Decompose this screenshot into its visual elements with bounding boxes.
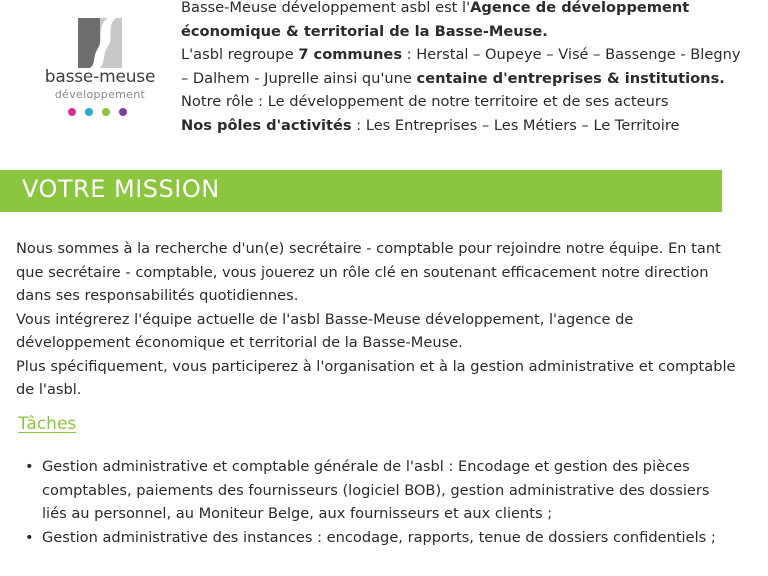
logo-dots [68, 108, 127, 116]
list-item: • Gestion administrative et comptable générale de l'asbl : Encodage et gestion des pièces comptables, paiements des fournisseurs (logiciel BOB), gestion administrative des dossiers liés au personnel, au Moniteur Belge, aux fournisseurs et aux clients ; [16, 455, 716, 526]
logo-subtitle: développement [54, 88, 146, 101]
mission-paragraph-2: Vous intégrerez l'équipe actuelle de l'asbl Basse-Meuse développement, l'agence de développement économique et territorial de la Basse-Meuse. [16, 310, 634, 351]
intro-paragraph-3: Notre rôle : Le développement de notre territoire et de ses acteurs [181, 93, 669, 110]
taches-heading: Tâches [18, 414, 77, 434]
logo-dot-blue [85, 108, 93, 116]
logo-dot-pink [68, 108, 76, 116]
logo-dot-purple [119, 108, 127, 116]
mission-text [16, 237, 736, 402]
logo-name: basse-meuse [44, 67, 156, 87]
intro-paragraph-2: L'asbl regroupe 7 communes : Herstal – Oupeye – Visé – Bassenge - Blegny – Dalhem - Juprelle ainsi qu'une centaine d'entreprises & institutions. [181, 46, 741, 87]
bullet-icon: • [25, 458, 34, 475]
intro-paragraph-1: Basse-Meuse développement asbl est l'Agence de développement économique & territorial de la Basse-Meuse. [181, 0, 690, 40]
tasks-list [16, 455, 716, 549]
mission-paragraph-3: Plus spécifiquement, vous participerez à l'organisation et à la gestion administrative et comptable de l'asbl. [16, 357, 736, 398]
intro-paragraph-4: Nos pôles d'activités : Les Entreprises – Les Métiers – Le Territoire [181, 116, 680, 134]
mission-paragraph-1: Nous sommes à la recherche d'un(e) secrétaire - comptable pour rejoindre notre équipe. En tant que secrétaire - comptable, vous jouerez un rôle clé en soutenant efficacement notre direction dans ses responsabilités quotidiennes. [16, 240, 721, 304]
intro-text [181, 0, 741, 137]
logo [34, 18, 164, 128]
bullet-icon: • [25, 528, 34, 546]
list-item: • Gestion administrative des instances : encodage, rapports, tenue de dossiers confidentiels ; [16, 526, 716, 550]
logo-dot-green [102, 108, 110, 116]
mission-banner [0, 170, 722, 212]
mission-banner-title: VOTRE MISSION [22, 175, 220, 203]
logo-mark-icon [78, 18, 122, 68]
